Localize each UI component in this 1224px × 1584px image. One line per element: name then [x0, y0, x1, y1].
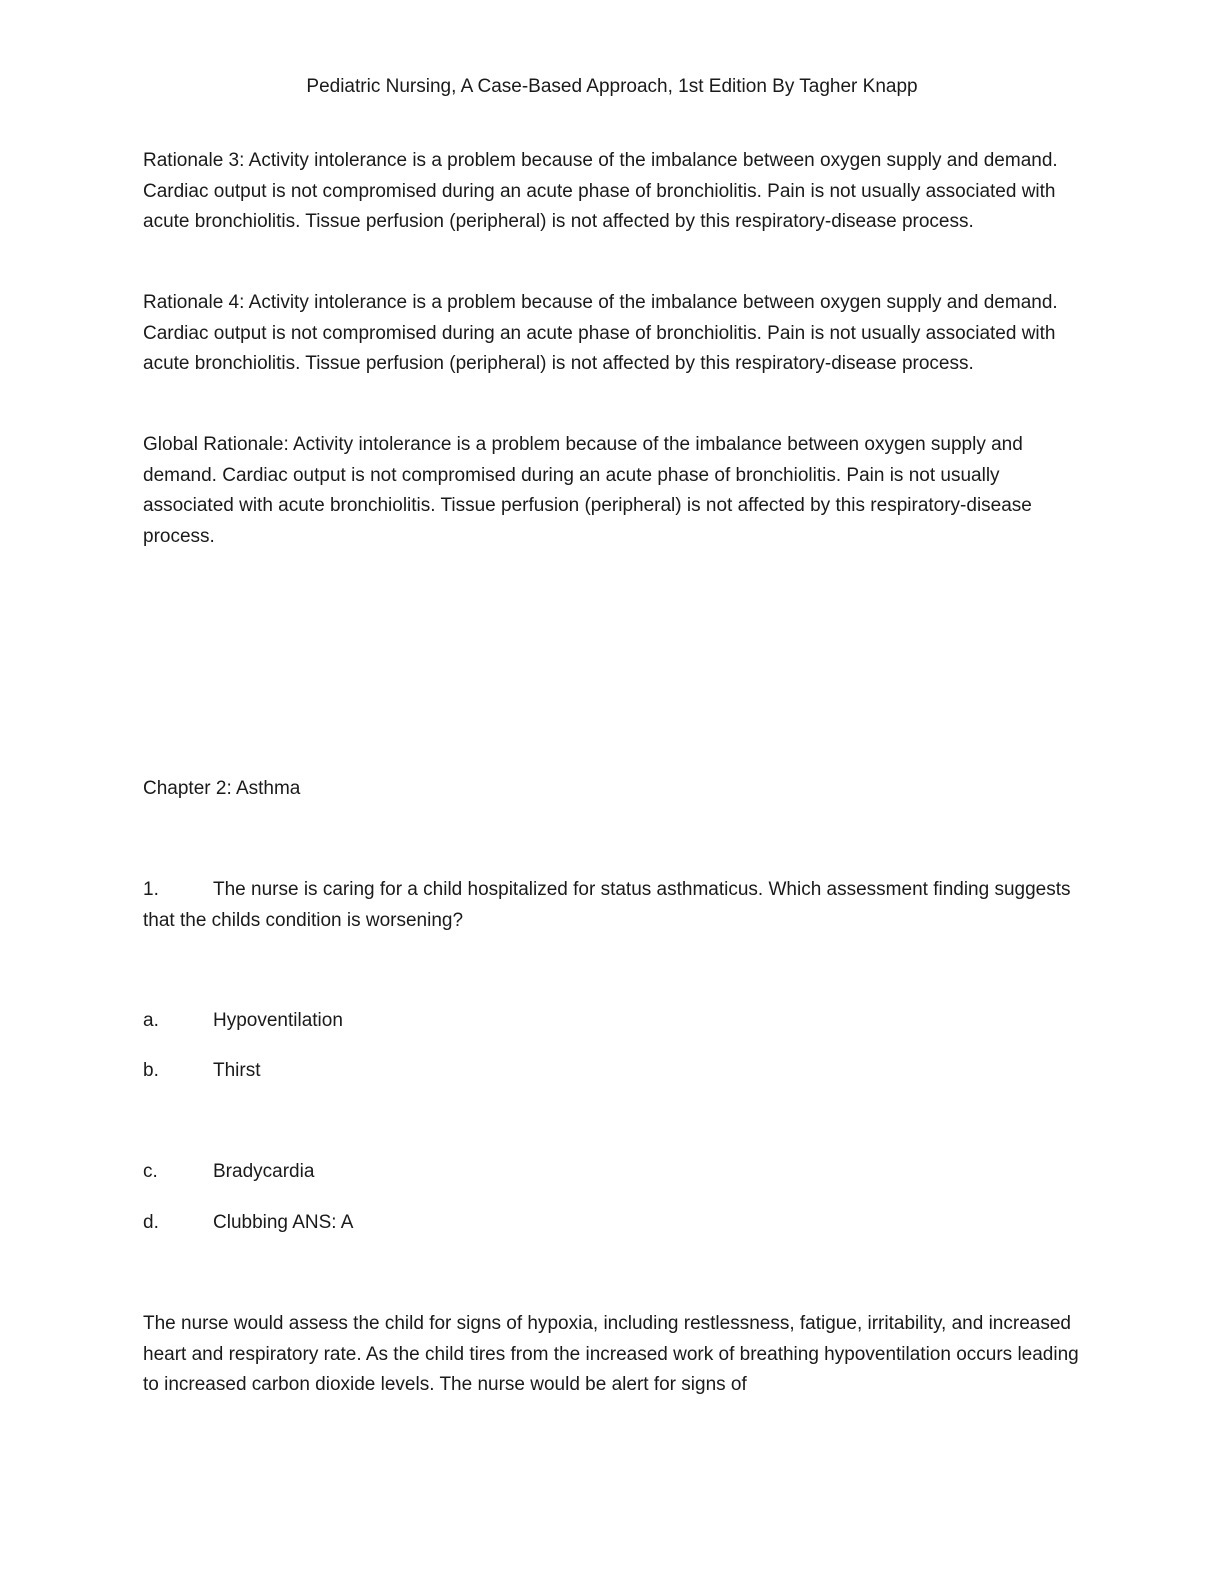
- global-rationale-text: Activity intolerance is a problem because of the imbalance between oxygen supply and demand. Cardiac output is not compromised during an acute phase of bronchiolitis. Pain is not usually associated with acute bronchiolitis. Tissue perfusion (peripheral) is not affected by this respiratory-disease process.: [143, 434, 1032, 547]
- page-header: Pediatric Nursing, A Case-Based Approach, 1st Edition By Tagher Knapp: [306, 76, 918, 97]
- rationale-4-paragraph: [143, 288, 1083, 380]
- question-number: 1.: [143, 879, 159, 900]
- global-rationale-label: Global Rationale:: [143, 434, 289, 455]
- rationale-3-paragraph: [143, 146, 1083, 238]
- option-b: [143, 1056, 261, 1087]
- option-d-label: d.: [143, 1212, 159, 1233]
- rationale-3-label: Rationale 3:: [143, 150, 245, 171]
- option-c: [143, 1157, 314, 1188]
- option-b-text: Thirst: [213, 1060, 261, 1081]
- option-a-text: Hypoventilation: [213, 1010, 343, 1031]
- option-a: [143, 1006, 343, 1037]
- chapter-title: Chapter 2: Asthma: [143, 778, 301, 799]
- option-d-text: Clubbing ANS: A: [213, 1212, 354, 1233]
- answer-explanation: The nurse would assess the child for signs of hypoxia, including restlessness, fatigue, irritability, and increased heart and respiratory rate. As the child tires from the increased work of breathing hypoventilation occurs leading to increased carbon dioxide levels. The nurse would be alert for signs of: [143, 1313, 1079, 1395]
- option-b-label: b.: [143, 1060, 159, 1081]
- global-rationale-paragraph: [143, 430, 1083, 552]
- option-c-label: c.: [143, 1161, 158, 1182]
- rationale-4-text: Activity intolerance is a problem because of the imbalance between oxygen supply and demand. Cardiac output is not compromised during an acute phase of bronchiolitis. Pain is not usually associated with acute bronchiolitis. Tissue perfusion (peripheral) is not affected by this respiratory-disease process.: [143, 292, 1058, 374]
- question-stem: [143, 875, 1083, 936]
- option-a-label: a.: [143, 1010, 159, 1031]
- option-c-text: Bradycardia: [213, 1161, 315, 1182]
- option-d: [143, 1208, 353, 1239]
- rationale-3-text: Activity intolerance is a problem because of the imbalance between oxygen supply and demand. Cardiac output is not compromised during an acute phase of bronchiolitis. Pain is not usually associated with acute bronchiolitis. Tissue perfusion (peripheral) is not affected by this respiratory-disease process.: [143, 150, 1058, 232]
- rationale-4-label: Rationale 4:: [143, 292, 245, 313]
- question-text: The nurse is caring for a child hospitalized for status asthmaticus. Which assessment finding suggests that the childs condition is worsening?: [143, 879, 1071, 931]
